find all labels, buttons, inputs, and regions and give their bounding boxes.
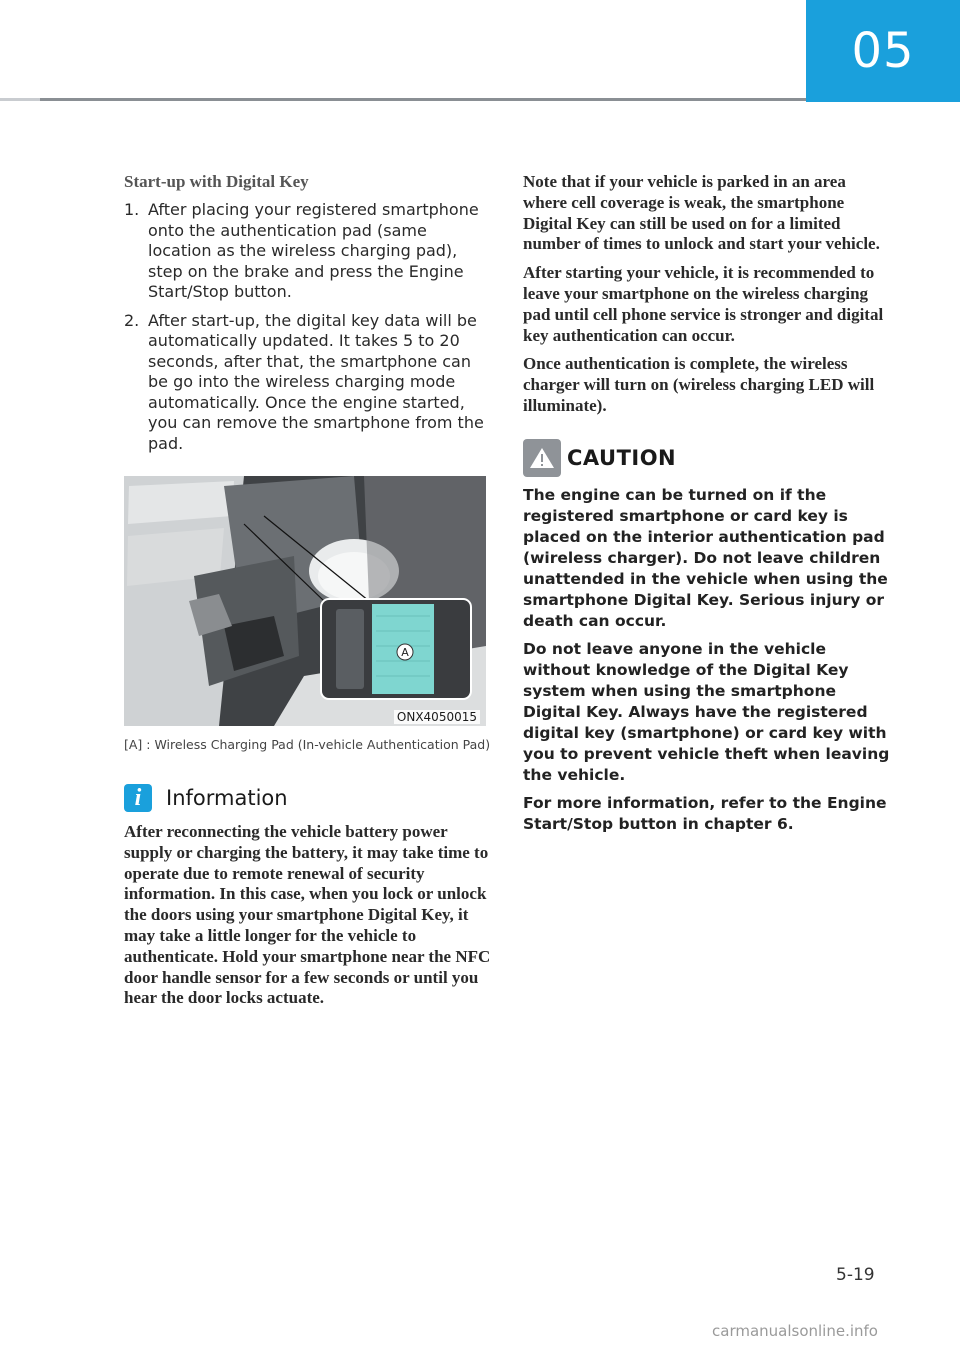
paragraph: Once authentication is complete, the wireless charger will turn on (wireless charging LED will illuminate). — [523, 354, 875, 415]
callout-a-label: A — [401, 646, 409, 659]
chapter-number: 05 — [851, 23, 915, 79]
figure-code: ONX4050015 — [394, 710, 480, 724]
step-number: 1. — [124, 200, 140, 219]
paragraph: Note that if your vehicle is parked in an area where cell coverage is weak, the smartphone Digital Key can still be used on for a limited number of times to unlock and start your vehicle. — [523, 172, 880, 254]
figure-caption: [A] : Wireless Charging Pad (In-vehicle Authentication Pad) — [124, 737, 491, 752]
info-icon: i — [124, 784, 152, 812]
console-drawing — [124, 476, 486, 726]
warning-triangle-icon — [523, 439, 561, 477]
information-title — [124, 784, 494, 812]
information-heading: Information — [166, 786, 288, 810]
header-rule — [0, 98, 806, 101]
step-text: After start-up, the digital key data will be automatically updated. It takes 5 to 20 seconds, after that, the smartphone can be go into the wireless charging mode automatically. Once the engine started, you can remove the smartphone from the pad. — [148, 310, 484, 453]
chapter-tab — [806, 0, 960, 102]
paragraph: After starting your vehicle, it is recommended to leave your smartphone on the wireless charging pad until cell phone service is stronger and digital key authentication can occur. — [523, 263, 884, 345]
caution-heading: CAUTION — [567, 445, 677, 470]
information-body: After reconnecting the vehicle battery power supply or charging the battery, it may take time to operate due to remote renewal of security information. In this case, when you lock or unlock the doors using your smartphone Digital Key, it may take a little longer for the vehicle to authenticate. Hold your smartphone near the NFC door handle sensor for a few seconds or until you hear the door locks actuate. — [124, 822, 491, 1008]
caution-paragraph: The engine can be turned on if the registered smartphone or card key is placed on the interior authentication pad (wireless charger). Do not leave children unattended in the vehicle when using the smartphone Digital Key. Serious injury or death can occur. — [523, 485, 888, 630]
step-text: After placing your registered smartphone onto the authentication pad (same location as the wireless charging pad), step on the brake and press the Engine Start/Stop button. — [148, 200, 479, 301]
console-illustration — [124, 476, 486, 726]
step-item — [124, 200, 494, 303]
header-rule-accent — [0, 98, 40, 101]
steps-list — [124, 200, 494, 454]
right-column — [523, 172, 893, 842]
caution-title — [523, 439, 893, 477]
caution-paragraph: Do not leave anyone in the vehicle without knowledge of the Digital Key system when using the smartphone Digital Key. Always have the registered digital key (smartphone) or card key with you to prevent vehicle theft when leaving the vehicle. — [523, 639, 890, 784]
caution-paragraph: For more information, refer to the Engine Start/Stop button in chapter 6. — [523, 793, 887, 833]
section-heading: Start-up with Digital Key — [124, 172, 309, 191]
watermark: carmanualsonline.info — [712, 1322, 878, 1340]
left-column — [124, 172, 494, 1017]
step-item — [124, 311, 494, 455]
page-number: 5-19 — [836, 1265, 875, 1285]
step-number: 2. — [124, 310, 140, 330]
